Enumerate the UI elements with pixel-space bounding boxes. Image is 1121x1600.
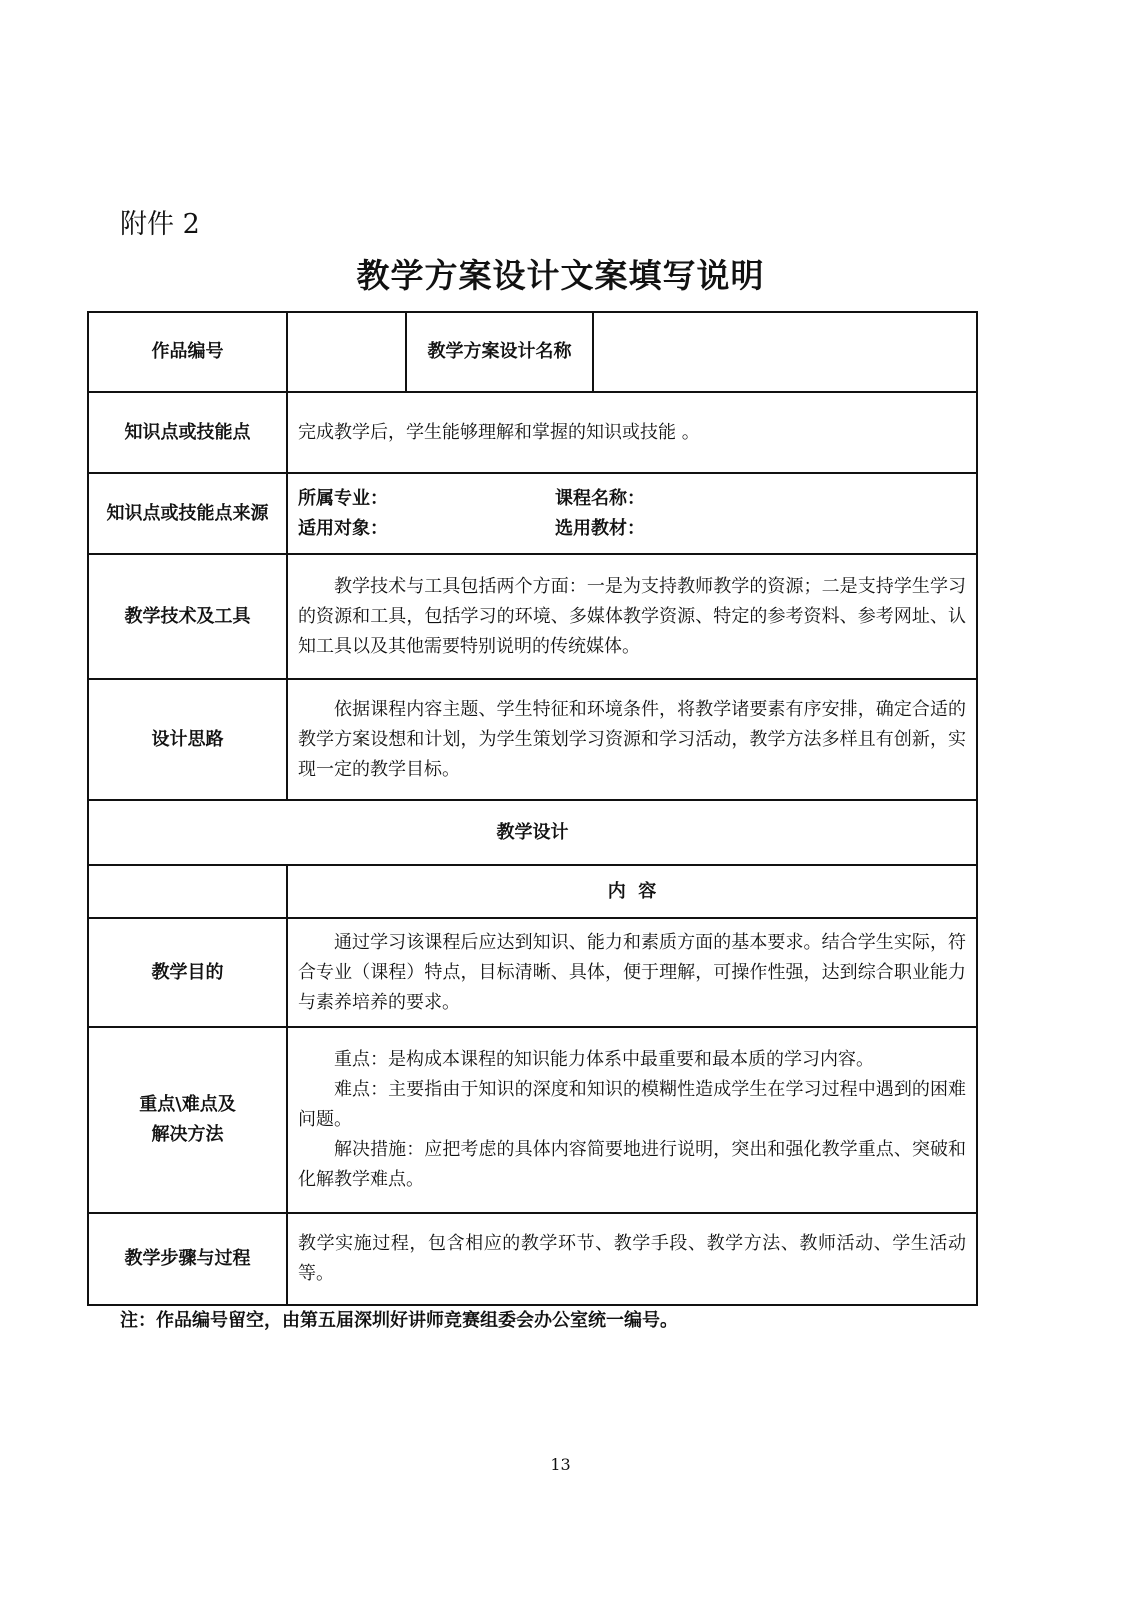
label-tech-tools: 教学技术及工具 [88,554,287,679]
label-key-difficult [88,1027,287,1213]
row-teaching-goal [88,918,977,1027]
knowledge-source-fields [287,473,977,554]
row-knowledge-point [88,392,977,473]
label-teaching-goal: 教学目的 [88,918,287,1027]
label-design-idea: 设计思路 [88,679,287,800]
text-solution: 解决措施：应把考虑的具体内容简要地进行说明，突出和强化教学重点、突破和化解教学难点。 [298,1139,966,1190]
row-content-header [88,865,977,918]
text-key-point: 重点：是构成本课程的知识能力体系中最重要和最本质的学习内容。 [334,1049,874,1070]
label-key-difficult-line2: 解决方法 [151,1124,224,1145]
label-design-name: 教学方案设计名称 [406,312,593,392]
attachment-label: 附件 2 [120,209,200,240]
text-teaching-steps: 教学实施过程，包含相应的教学环节、教学手段、教学方法、教师活动、学生活动等。 [287,1213,977,1305]
text-design-idea: 依据课程内容主题、学生特征和环境条件，将教学诸要素有序安排，确定合适的教学方案设想和计划，为学生策划学习资源和学习活动，教学方法多样且有创新，实现一定的教学目标。 [287,679,977,800]
row-teaching-steps [88,1213,977,1305]
footnote: 注：作品编号留空，由第五届深圳好讲师竞赛组委会办公室统一编号。 [120,1310,678,1331]
field-textbook: 选用教材： [555,517,645,539]
label-knowledge-source: 知识点或技能点来源 [88,473,287,554]
row-teaching-design [88,800,977,865]
text-difficult-point: 难点：主要指由于知识的深度和知识的模糊性造成学生在学习过程中遇到的困难问题。 [298,1079,966,1130]
label-content-blank [88,865,287,918]
text-knowledge-point: 完成教学后，学生能够理解和掌握的知识或技能 。 [287,392,977,473]
label-key-difficult-line1: 重点\难点及 [139,1094,236,1115]
label-teaching-steps: 教学步骤与过程 [88,1213,287,1305]
label-work-id: 作品编号 [88,312,287,392]
text-tech-tools: 教学技术与工具包括两个方面：一是为支持教师教学的资源；二是支持学生学习的资源和工具，包括学习的环境、多媒体教学资源、特定的参考资料、参考网址、认知工具以及其他需要特别说明的传统媒体。 [287,554,977,679]
text-key-difficult [287,1027,977,1213]
page-number: 13 [550,1455,571,1474]
field-audience: 适用对象： [298,517,388,539]
field-course: 课程名称： [555,487,645,509]
heading-content: 内 容 [287,865,977,918]
value-work-id[interactable] [287,312,406,392]
label-knowledge-point: 知识点或技能点 [88,392,287,473]
heading-teaching-design: 教学设计 [88,800,977,865]
text-teaching-goal: 通过学习该课程后应达到知识、能力和素质方面的基本要求。结合学生实际，符合专业（课程）特点，目标清晰、具体，便于理解，可操作性强，达到综合职业能力与素养培养的要求。 [287,918,977,1027]
row-tech-tools [88,554,977,679]
page-title: 教学方案设计文案填写说明 [356,256,765,295]
row-key-difficult [88,1027,977,1213]
row-design-idea [88,679,977,800]
row-work-id [88,312,977,392]
field-major: 所属专业： [298,487,388,509]
row-knowledge-source [88,473,977,554]
value-design-name[interactable] [593,312,977,392]
form-table [87,311,978,1306]
